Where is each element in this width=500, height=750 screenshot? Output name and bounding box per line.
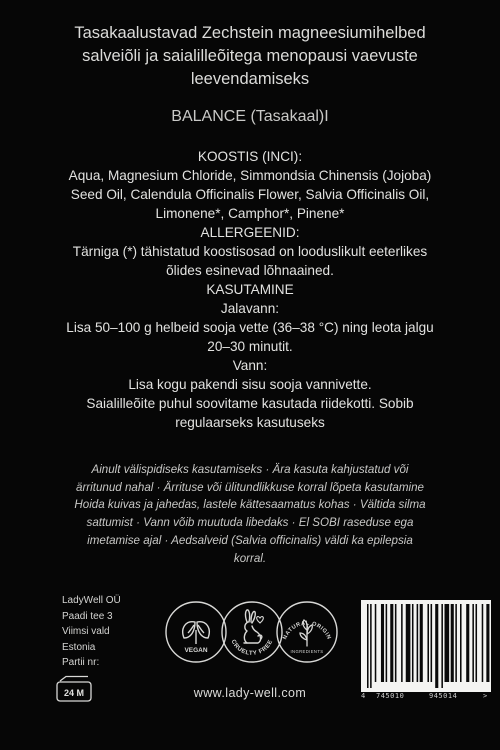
allergens-line: Tärniga (*) tähistatud koostisosad on looduslikult eeterlikes	[72, 244, 428, 259]
barcode-digit-first: 4	[361, 692, 366, 700]
warning-line: imetamise ajal · Aedsalveid (Salvia officinalis) väldi ka epilepsia	[87, 533, 413, 547]
barcode-bar	[441, 604, 443, 688]
barcode-bar	[451, 604, 454, 682]
barcode-bar	[417, 604, 419, 682]
bath-heading: Vann:	[232, 358, 268, 373]
barcode-bar	[367, 604, 369, 688]
vegan-leaf-icon	[183, 622, 210, 644]
barcode-bar	[386, 604, 388, 682]
barcode-bar	[420, 604, 423, 682]
ingredients-line: Limonene*, Camphor*, Pinene*	[155, 206, 345, 221]
allergens-heading: ALLERGEENID:	[200, 225, 300, 240]
barcode-bars	[361, 600, 491, 692]
address-line: Viimsi vald	[62, 626, 110, 637]
product-title	[30, 22, 470, 91]
title-line: leevendamiseks	[190, 70, 310, 88]
bath-line: Saialilleõite puhul soovitame kasutada riidekotti. Sobib	[86, 396, 414, 411]
allergens-line: õlides esinevad lõhnaained.	[166, 263, 334, 278]
barcode	[361, 600, 491, 710]
pao-label: 24 M	[63, 688, 85, 698]
barcode-bar	[460, 604, 462, 682]
barcode-bar	[427, 604, 429, 682]
warning-line: Ainult välispidiseks kasutamiseks · Ära kasuta kahjustatud või	[91, 463, 409, 476]
bath-line: regulaarseks kasutuseks	[175, 415, 325, 430]
address-line: Paadi tee 3	[62, 610, 113, 622]
barcode-bar	[381, 604, 384, 682]
barcode-bar	[435, 604, 438, 688]
usage-heading: KASUTAMINE	[206, 282, 294, 297]
open-jar-icon	[54, 675, 94, 702]
barcode-bar	[431, 604, 433, 682]
rabbit-icon	[244, 610, 262, 643]
ingredients-line: Seed Oil, Calendula Officinalis Flower, Salvia Officinalis Oil,	[70, 187, 430, 202]
natural-origin-sublabel: INGREDIENTS	[290, 649, 324, 654]
barcode-bar	[455, 604, 457, 682]
vegan-badge	[164, 600, 228, 664]
footbath-heading: Jalavann:	[220, 301, 280, 316]
vegan-label: VEGAN	[184, 647, 208, 654]
product-name: BALANCE (Tasakaal)I	[171, 108, 329, 125]
barcode-bar	[395, 604, 397, 682]
bath-line: Lisa kogu pakendi sisu sooja vannivette.	[128, 377, 372, 392]
barcode-bar	[466, 604, 469, 682]
barcode-bar	[445, 604, 450, 682]
heart-icon	[257, 617, 264, 623]
natural-origin-label: NATURAL ORIGIN	[282, 620, 332, 641]
address-line: Estonia	[62, 641, 96, 653]
barcode-bar	[412, 604, 414, 682]
barcode-end-mark: >	[483, 692, 488, 700]
ingredients-heading: KOOSTIS (INCI):	[197, 149, 303, 164]
barcode-background	[361, 600, 491, 692]
warning-line: korral.	[233, 551, 267, 565]
barcode-digits-right: 945014	[429, 692, 458, 700]
barcode-bar	[476, 604, 478, 682]
barcode-bar	[375, 604, 377, 682]
natural-origin-badge	[275, 600, 339, 664]
footbath-line: 20–30 minutit.	[207, 339, 293, 354]
barcode-bar	[472, 604, 474, 682]
barcode-bar	[370, 604, 372, 688]
cruelty-free-label: CRUELTY FREE	[229, 638, 275, 657]
warnings-block	[24, 461, 476, 567]
info-block	[22, 147, 478, 432]
warning-line: ärritunud nahal · Ärrituse või ülitundlikkuse korral lõpeta kasutamine	[76, 480, 424, 494]
barcode-bar	[390, 604, 393, 682]
title-line: Tasakaalustavad Zechstein magneesiumihelbed	[74, 24, 426, 42]
warning-line: Hoida kuivas ja jahedas, lastele kättesaamatus kohas · Vältida silma	[74, 498, 426, 512]
title-line: salveiõli ja saialilleõitega menopausi vaevuste	[82, 47, 418, 65]
address-line: LadyWell OÜ	[62, 595, 121, 606]
barcode-bar	[406, 604, 411, 682]
warning-line: sattumist · Vann võib muutuda libedaks · El SOBI raseduse ega	[86, 516, 414, 530]
website-link: www.lady-well.com	[193, 686, 307, 700]
footbath-line: Lisa 50–100 g helbeid sooja vette (36–38 °C) ning leota jalgu	[66, 320, 434, 335]
barcode-digits-left: 745010	[376, 692, 405, 700]
barcode-bar	[482, 604, 484, 682]
ingredients-line: Aqua, Magnesium Chloride, Simmondsia Chinensis (Jojoba)	[68, 168, 432, 183]
barcode-bar	[401, 604, 403, 682]
address-line: Partii nr:	[62, 657, 100, 668]
manufacturer-address	[62, 593, 172, 671]
barcode-bar	[486, 604, 489, 682]
